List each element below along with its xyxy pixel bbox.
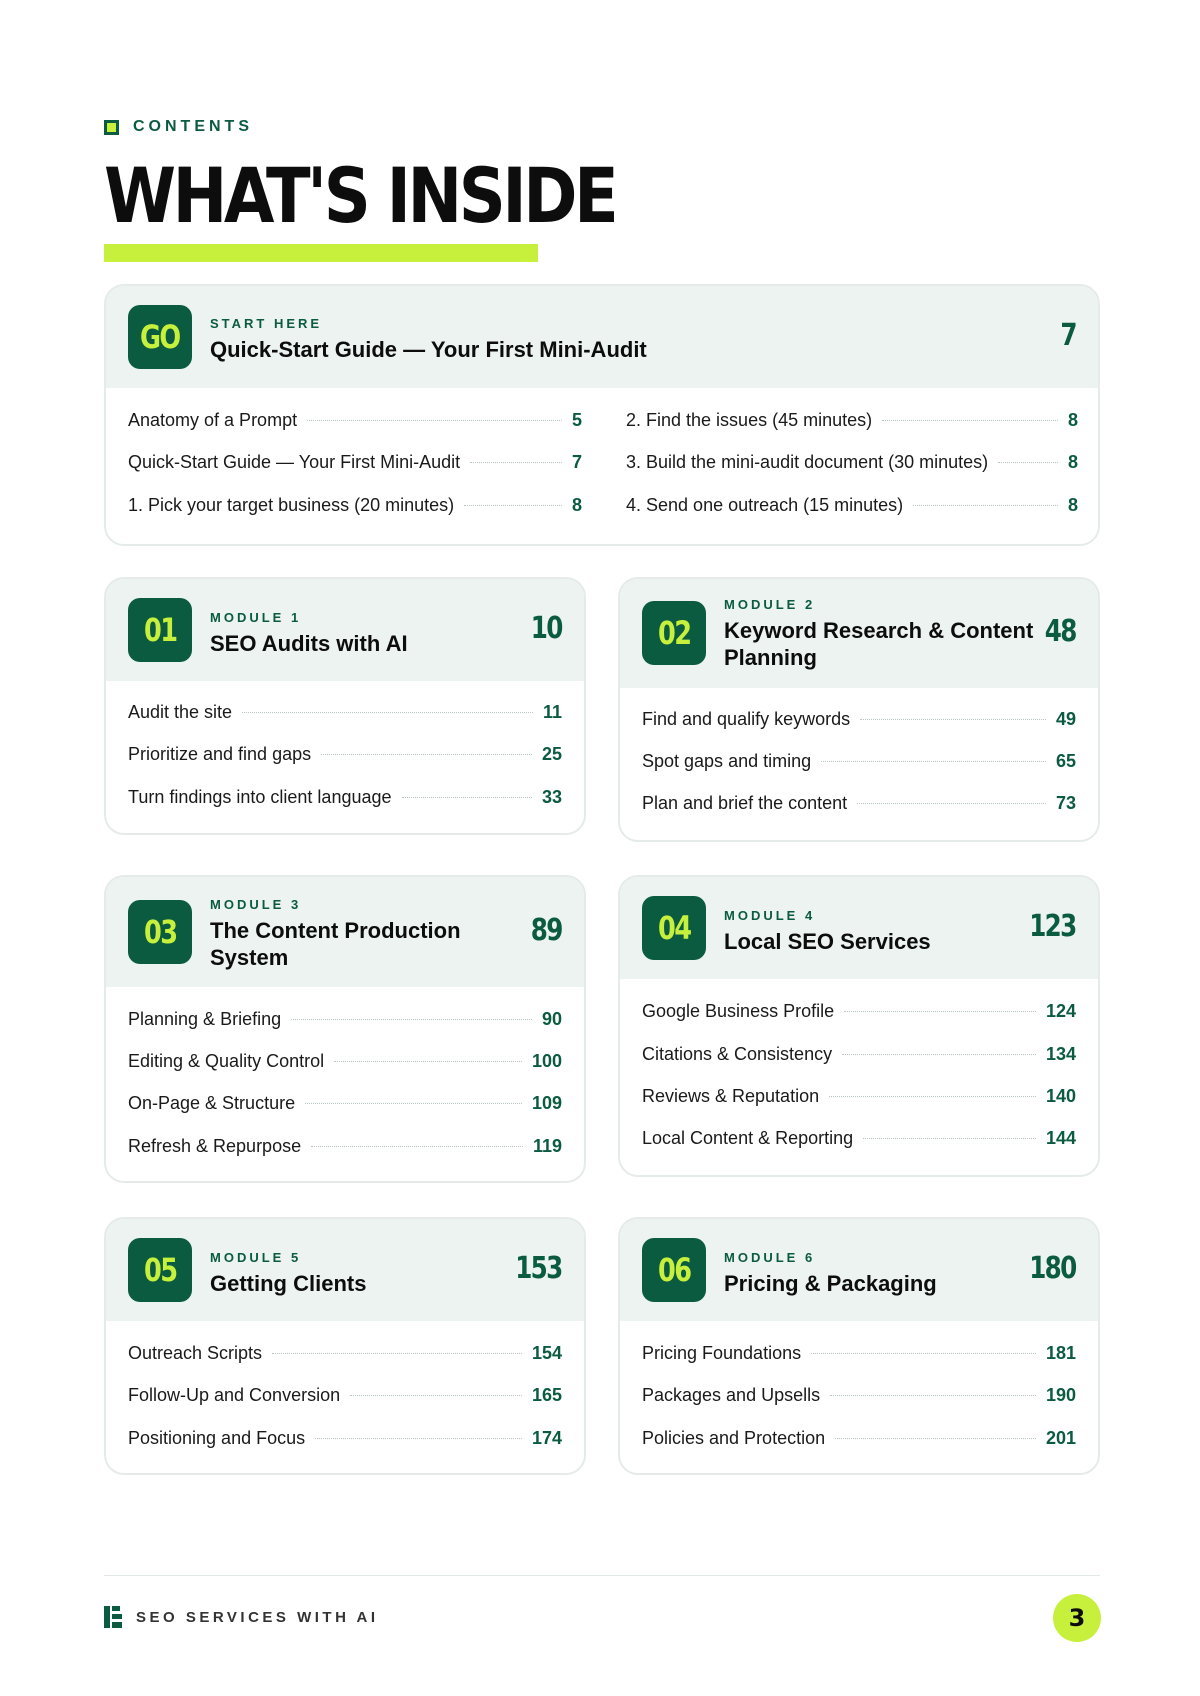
module-badge: 01 (128, 598, 192, 662)
eyebrow-label: CONTENTS (133, 118, 253, 135)
module-badge: 02 (642, 601, 706, 665)
module-badge: 05 (128, 1238, 192, 1302)
title-highlight (104, 244, 538, 262)
toc-row[interactable]: 3. Build the mini-audit document (30 minutes) 8 (626, 451, 1078, 472)
toc-row[interactable]: Plan and brief the content 73 (642, 792, 1076, 813)
card-kicker: MODULE 5 (210, 1250, 302, 1265)
module-card-3 (104, 875, 586, 1183)
card-page-number: 89 (531, 913, 562, 948)
card-title: The Content Production System (210, 918, 461, 970)
toc-row[interactable]: 1. Pick your target business (20 minutes) 8 (128, 494, 582, 515)
card-header (106, 1219, 584, 1321)
card-header (620, 877, 1098, 979)
toc-row[interactable]: Prioritize and find gaps 25 (128, 743, 562, 764)
module-badge: 06 (642, 1238, 706, 1302)
start-items-right (604, 388, 1100, 546)
toc-row[interactable]: Policies and Protection 201 (642, 1427, 1076, 1448)
card-kicker: MODULE 3 (210, 897, 302, 912)
contents-eyebrow (104, 118, 253, 136)
card-kicker: MODULE 4 (724, 908, 816, 923)
card-kicker: START HERE (210, 316, 323, 331)
card-page-number: 7 (1060, 318, 1076, 353)
start-here-card (104, 284, 1100, 546)
footer-brand-text: SEO SERVICES WITH AI (136, 1608, 379, 1626)
footer-brand (104, 1606, 379, 1628)
card-header (620, 1219, 1098, 1321)
page-title: WHAT'S INSIDE (104, 151, 616, 240)
module-card-2 (618, 577, 1100, 842)
card-header (620, 579, 1098, 688)
toc-row[interactable]: Find and qualify keywords 49 (642, 708, 1076, 729)
toc-row[interactable]: 2. Find the issues (45 minutes) 8 (626, 409, 1078, 430)
start-items-left (106, 388, 604, 546)
card-kicker: MODULE 6 (724, 1250, 816, 1265)
book-icon (104, 1606, 122, 1628)
module-card-1 (104, 577, 586, 835)
module-card-6 (618, 1217, 1100, 1475)
toc-row[interactable]: Citations & Consistency 134 (642, 1043, 1076, 1064)
footer-divider (104, 1575, 1100, 1576)
card-title: Getting Clients (210, 1271, 367, 1296)
toc-row[interactable]: Outreach Scripts 154 (128, 1342, 562, 1363)
toc-row[interactable]: Audit the site 11 (128, 701, 562, 722)
toc-row[interactable]: Turn findings into client language 33 (128, 786, 562, 807)
toc-row[interactable]: Pricing Foundations 181 (642, 1342, 1076, 1363)
card-header-text (724, 597, 1034, 671)
module-badge: 04 (642, 896, 706, 960)
card-header (106, 286, 1098, 388)
toc-row[interactable]: Planning & Briefing 90 (128, 1008, 562, 1029)
module-badge: 03 (128, 900, 192, 964)
card-title: Quick-Start Guide — Your First Mini-Audit (210, 337, 647, 362)
card-header-text (210, 1250, 366, 1297)
toc-row[interactable]: Quick-Start Guide — Your First Mini-Audit 7 (128, 451, 582, 472)
card-title: Local SEO Services (724, 929, 931, 954)
card-title: Pricing & Packaging (724, 1271, 937, 1296)
toc-row[interactable]: Local Content & Reporting 144 (642, 1127, 1076, 1148)
card-header (106, 579, 584, 681)
toc-row[interactable]: Anatomy of a Prompt 5 (128, 409, 582, 430)
toc-row[interactable]: Reviews & Reputation 140 (642, 1085, 1076, 1106)
card-header-text (210, 610, 408, 657)
card-page-number: 153 (515, 1251, 562, 1286)
module-card-5 (104, 1217, 586, 1475)
card-title: Keyword Research & Content Planning (724, 618, 1034, 670)
toc-row[interactable]: Packages and Upsells 190 (642, 1384, 1076, 1405)
module-card-4 (618, 875, 1100, 1177)
card-header-text (210, 897, 490, 971)
toc-row[interactable]: Follow-Up and Conversion 165 (128, 1384, 562, 1405)
card-title: SEO Audits with AI (210, 631, 408, 656)
toc-row[interactable]: Refresh & Repurpose 119 (128, 1135, 562, 1156)
toc-row[interactable]: Editing & Quality Control 100 (128, 1050, 562, 1071)
card-page-number: 48 (1045, 614, 1076, 649)
card-header-text (210, 316, 647, 363)
toc-row[interactable]: Positioning and Focus 174 (128, 1427, 562, 1448)
card-header-text (724, 908, 931, 955)
card-header-text (724, 1250, 937, 1297)
toc-row[interactable]: Google Business Profile 124 (642, 1000, 1076, 1021)
card-page-number: 123 (1029, 909, 1076, 944)
toc-row[interactable]: Spot gaps and timing 65 (642, 750, 1076, 771)
card-page-number: 10 (531, 611, 562, 646)
toc-row[interactable]: On-Page & Structure 109 (128, 1092, 562, 1113)
card-kicker: MODULE 1 (210, 610, 302, 625)
card-page-number: 180 (1029, 1251, 1076, 1286)
go-badge: GO (128, 305, 192, 369)
toc-row[interactable]: 4. Send one outreach (15 minutes) 8 (626, 494, 1078, 515)
page-number-badge: 3 (1053, 1594, 1101, 1642)
card-kicker: MODULE 2 (724, 597, 816, 612)
card-header (106, 877, 584, 987)
square-icon (104, 120, 119, 135)
